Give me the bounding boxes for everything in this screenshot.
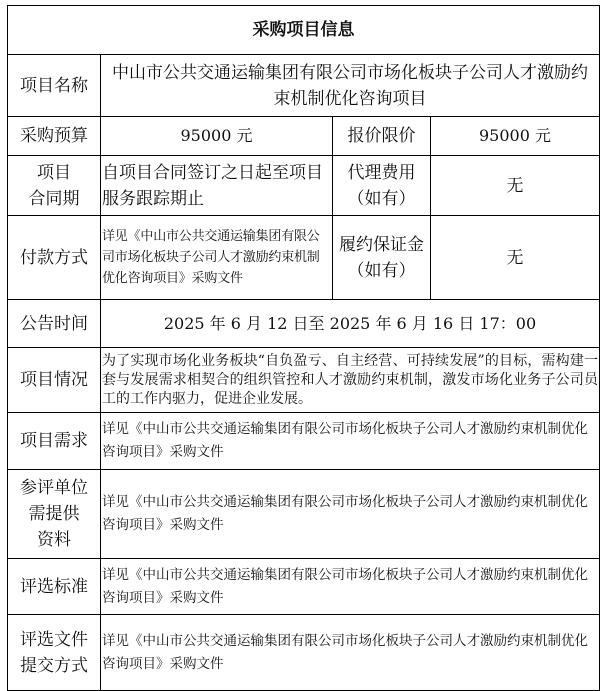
contract-period-label-line2: 合同期: [28, 188, 80, 209]
procurement-info-table: [7, 5, 600, 691]
contract-period-label-line1: 项目: [37, 162, 71, 183]
project-name-row: [8, 55, 600, 117]
deposit-label-line1: 履约保证金: [339, 234, 424, 255]
materials-label-line3: 资料: [37, 530, 71, 550]
announcement-label: 公告时间: [8, 300, 101, 348]
submission-label-line2: 提交方式: [20, 655, 88, 676]
deposit-label: [333, 216, 431, 300]
materials-value: 详见《中山市公共交通运输集团有限公司市场化板块子公司人才激励约束机制优化咨询项目》采购文件: [101, 470, 600, 559]
requirements-value: 详见《中山市公共交通运输集团有限公司市场化板块子公司人才激励约束机制优化咨询项目》采购文件: [101, 413, 600, 470]
table-title: 采购项目信息: [8, 6, 600, 55]
announcement-row: [8, 300, 600, 348]
payment-row: [8, 216, 600, 300]
submission-label: [8, 615, 101, 691]
requirements-label: 项目需求: [8, 413, 101, 470]
agency-fee-label-line2: （如有）: [347, 188, 416, 209]
criteria-value: 详见《中山市公共交通运输集团有限公司市场化板块子公司人才激励约束机制优化咨询项目》采购文件: [101, 559, 600, 615]
contract-period-row: [8, 156, 600, 216]
materials-label-line1: 参评单位: [20, 478, 88, 498]
materials-label: [8, 470, 101, 559]
title-row: [8, 6, 600, 55]
budget-row: [8, 117, 600, 156]
deposit-value: 无: [431, 216, 600, 300]
project-name-label: 项目名称: [8, 55, 101, 117]
situation-value: 为了实现市场化业务板块“自负盈亏、自主经营、可持续发展”的目标，需构建一套与发展需求相契合的组织管控和人才激励约束机制，激发市场化业务子公司员工的工作内驱力，促进企业发展。: [101, 348, 600, 413]
agency-fee-value: 无: [431, 156, 600, 216]
budget-label: 采购预算: [8, 117, 101, 156]
criteria-row: [8, 559, 600, 615]
requirements-row: [8, 413, 600, 470]
submission-row: [8, 615, 600, 691]
materials-label-line2: 需提供: [28, 504, 80, 524]
submission-label-line1: 评选文件: [20, 629, 88, 650]
payment-value: 详见《中山市公共交通运输集团有限公司市场化板块子公司人才激励约束机制优化咨询项目》采购文件: [101, 216, 333, 300]
submission-value: 详见《中山市公共交通运输集团有限公司市场化板块子公司人才激励约束机制优化咨询项目》采购文件: [101, 615, 600, 691]
criteria-label: 评选标准: [8, 559, 101, 615]
announcement-value: 2025 年 6 月 12 日至 2025 年 6 月 16 日 17：00: [101, 300, 600, 348]
project-name-value: 中山市公共交通运输集团有限公司市场化板块子公司人才激励约束机制优化咨询项目: [101, 55, 600, 117]
deposit-label-line2: （如有）: [347, 260, 416, 281]
agency-fee-label-line1: 代理费用: [347, 162, 416, 183]
budget-value: 95000 元: [101, 117, 333, 156]
situation-row: [8, 348, 600, 413]
contract-period-value: 自项目合同签订之日起至项目服务跟踪期止: [101, 156, 333, 216]
price-limit-label: 报价限价: [333, 117, 431, 156]
payment-label: 付款方式: [8, 216, 101, 300]
contract-period-label: [8, 156, 101, 216]
agency-fee-label: [333, 156, 431, 216]
price-limit-value: 95000 元: [431, 117, 600, 156]
materials-row: [8, 470, 600, 559]
situation-label: 项目情况: [8, 348, 101, 413]
